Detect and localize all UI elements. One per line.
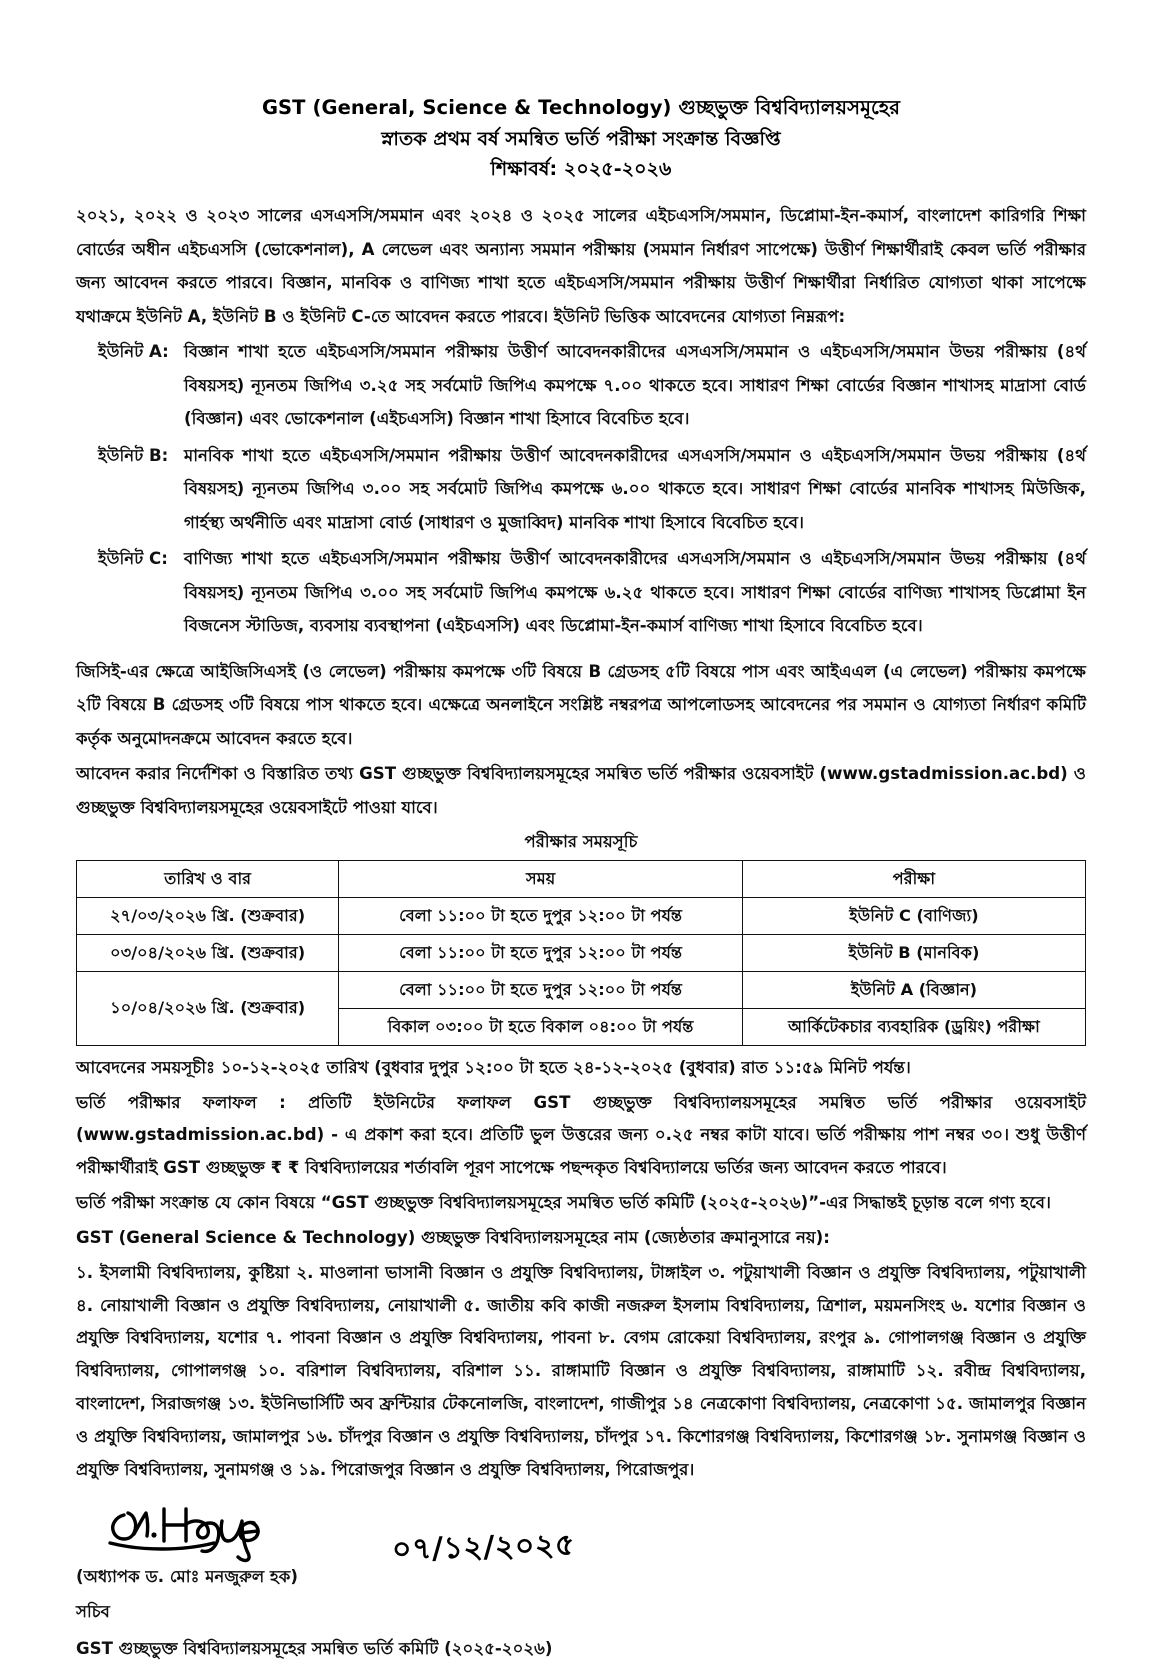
title-line-3: শিক্ষাবর্ষ: ২০২৫-২০২৬ xyxy=(490,158,672,181)
cell-exam: আর্কিটেকচার ব্যবহারিক (ড্রয়িং) পরীক্ষা xyxy=(742,1008,1085,1045)
cell-time: বেলা ১১:০০ টা হতে দুপুর ১২:০০ টা পর্যন্ত xyxy=(339,898,743,935)
header-exam: পরীক্ষা xyxy=(742,861,1085,898)
cell-date: ০৩/০৪/২০২৬ খ্রি. (শুক্রবার) xyxy=(77,935,339,972)
table-row xyxy=(77,898,1086,935)
final-decision-paragraph: ভর্তি পরীক্ষা সংক্রান্ত যে কোন বিষয়ে “GST গুচ্ছভুক্ত বিশ্ববিদ্যালয়সমূহের সমন্বিত ভর্তি কমিটি (২০২৫-২০২৬)”-এর সিদ্ধান্তই চূড়ান্ত বলে গণ্য হবে। xyxy=(76,1193,1051,1213)
document-body xyxy=(76,92,1086,1664)
university-list-heading: GST (General Science & Technology) গুচ্ছভুক্ত বিশ্ববিদ্যালয়সমূহের নাম (জ্যেষ্ঠতার ক্রমানুসারে নয়): xyxy=(76,1227,830,1247)
header-time: সময় xyxy=(339,861,743,898)
website-paragraph: আবেদন করার নির্দেশিকা ও বিস্তারিত তথ্য GST গুচ্ছভুক্ত বিশ্ববিদ্যালয়সমূহের সমন্বিত ভর্তি পরীক্ষার ওয়েবসাইট (www.gstadmission.ac.bd) ও গুচ্ছভুক্ত বিশ্ববিদ্যালয়সমূহের ওয়েবসাইটে পাওয়া যাবে। xyxy=(76,764,1086,817)
unit-b-row xyxy=(76,439,1086,540)
cell-exam: ইউনিট B (মানবিক) xyxy=(742,935,1085,972)
results-paragraph: ভর্তি পরীক্ষার ফলাফল : প্রতিটি ইউনিটের ফলাফল GST গুচ্ছভুক্ত বিশ্ববিদ্যালয়সমূহের সমন্বিত ভর্তি পরীক্ষার ওয়েবসাইট (www.gstadmission.ac.bd) - এ প্রকাশ করা হবে। প্রতিটি ভুল উত্তরের জন্য ০.২৫ নম্বর কাটা যাবে। ভর্তি পরীক্ষায় পাশ নম্বর ৩০। শুধু উত্তীর্ণ পরীক্ষার্থীরাই GST গুচ্ছভুক্ত ₹ ₹ বিশ্ববিদ্যালয়ের শর্তাবলি পূরণ সাপেক্ষে পছন্দকৃত বিশ্ববিদ্যালয়ে ভর্তির জন্য আবেদন করতে পারবে। xyxy=(76,1092,1086,1178)
title-line-2: স্নাতক প্রথম বর্ষ সমন্বিত ভর্তি পরীক্ষা সংক্রান্ত বিজ্ঞপ্তি xyxy=(381,127,781,150)
unit-c-label: ইউনিট C: xyxy=(98,549,168,569)
table-row xyxy=(77,935,1086,972)
unit-a-text: বিজ্ঞান শাখা হতে এইচএসসি/সমমান পরীক্ষায় উত্তীর্ণ আবেদনকারীদের এসএসসি/সমমান ও এইচএসসি/সমমান উভয় পরীক্ষায় (৪র্থ বিষয়সহ) ন্যূনতম জিপিএ ৩.২৫ সহ সর্বমোট জিপিএ কমপক্ষে ৭.০০ থাকতে হবে। সাধারণ শিক্ষা বোর্ডের বিজ্ঞান শাখাসহ মাদ্রাসা বোর্ড (বিজ্ঞান) এবং ভোকেশনাল (এইচএসসি) বিজ্ঞান শাখা হিসাবে বিবেচিত হবে। xyxy=(184,342,1086,429)
table-row xyxy=(77,971,1086,1008)
handwritten-signature xyxy=(102,1501,576,1568)
signature-block xyxy=(76,1501,1086,1664)
unit-a-row xyxy=(76,335,1086,436)
signatory-committee: GST গুচ্ছভুক্ত বিশ্ববিদ্যালয়সমূহের সমন্বিত ভর্তি কমিটি (২০২৫-২০২৬) xyxy=(76,1638,553,1658)
application-time-paragraph: আবেদনের সময়সূচীঃ ১০-১২-২০২৫ তারিখ (বুধবার দুপুর ১২:০০ টা হতে ২৪-১২-২০২৫ (বুধবার) রাত ১১:৫৯ মিনিট পর্যন্ত। xyxy=(76,1057,911,1077)
schedule-caption: পরীক্ষার সময়সূচি xyxy=(524,832,638,852)
gce-paragraph: জিসিই-এর ক্ষেত্রে আইজিসিএসই (ও লেভেল) পরীক্ষায় কমপক্ষে ৩টি বিষয়ে B গ্রেডসহ ৫টি বিষয়ে পাস এবং আইএএল (এ লেভেল) পরীক্ষায় কমপক্ষে ২টি বিষয়ে B গ্রেডসহ ৩টি বিষয়ে পাস থাকতে হবে। এক্ষেত্রে অনলাইনে সংশ্লিষ্ট নম্বরপত্র আপলোডসহ আবেদনের পর সমমান ও যোগ্যতা নির্ধারণ কমিটি কর্তৃক অনুমোদনক্রমে আবেদন করতে হবে। xyxy=(76,661,1086,748)
unit-b-label: ইউনিট B: xyxy=(98,445,169,465)
header-date: তারিখ ও বার xyxy=(77,861,339,898)
unit-c-text: বাণিজ্য শাখা হতে এইচএসসি/সমমান পরীক্ষায় উত্তীর্ণ আবেদনকারীদের এসএসসি/সমমান ও এইচএসসি/সমমান উভয় পরীক্ষায় (৪র্থ বিষয়সহ) ন্যূনতম জিপিএ ৩.০০ সহ সর্বমোট জিপিএ কমপক্ষে ৬.২৫ থাকতে হবে। সাধারণ শিক্ষা বোর্ডের বাণিজ্য শাখাসহ ডিপ্লোমা ইন বিজনেস স্টাডিজ, ব্যবসায় ব্যবস্থাপনা (এইচএসসি) এবং ডিপ্লোমা-ইন-কমার্স বাণিজ্য শাখা হিসাবে বিবেচিত হবে। xyxy=(184,549,1086,636)
cell-time: বিকাল ০৩:০০ টা হতে বিকাল ০৪:০০ টা পর্যন্ত xyxy=(339,1008,743,1045)
unit-b-text: মানবিক শাখা হতে এইচএসসি/সমমান পরীক্ষায় উত্তীর্ণ আবেদনকারীদের এসএসসি/সমমান ও এইচএসসি/সমমান উভয় পরীক্ষায় (৪র্থ বিষয়সহ) ন্যূনতম জিপিএ ৩.০০ সহ সর্বমোট জিপিএ কমপক্ষে ৬.০০ থাকতে হবে। সাধারণ শিক্ষা বোর্ডের মানবিক শাখাসহ মিউজিক, গার্হস্থ্য অর্থনীতি এবং মাদ্রাসা বোর্ড (সাধারণ ও মুজাব্বিদ) মানবিক শাখা হিসাবে বিবেচিত হবে। xyxy=(184,445,1086,532)
cell-date-merged: ১০/০৪/২০২৬ খ্রি. (শুক্রবার) xyxy=(77,971,339,1045)
cell-time: বেলা ১১:০০ টা হতে দুপুর ১২:০০ টা পর্যন্ত xyxy=(339,971,743,1008)
cell-time: বেলা ১১:০০ টা হতে দুপুর ১২:০০ টা পর্যন্ত xyxy=(339,935,743,972)
cell-date: ২৭/০৩/২০২৬ খ্রি. (শুক্রবার) xyxy=(77,898,339,935)
signatory-role: সচিব xyxy=(76,1601,110,1621)
unit-c-row xyxy=(76,542,1086,643)
document-title xyxy=(76,92,1086,185)
table-header-row xyxy=(77,861,1086,898)
cell-exam: ইউনিট C (বাণিজ্য) xyxy=(742,898,1085,935)
cell-exam: ইউনিট A (বিজ্ঞান) xyxy=(742,971,1085,1008)
unit-a-label: ইউনিট A: xyxy=(98,342,169,362)
university-list-paragraph: ১. ইসলামী বিশ্ববিদ্যালয়, কুষ্টিয়া ২. মাওলানা ভাসানী বিজ্ঞান ও প্রযুক্তি বিশ্ববিদ্যালয়, টাঙ্গাইল ৩. পটুয়াখালী বিজ্ঞান ও প্রযুক্তি বিশ্ববিদ্যালয়, পটুয়াখালী ৪. নোয়াখালী বিজ্ঞান ও প্রযুক্তি বিশ্ববিদ্যালয়, নোয়াখালী ৫. জাতীয় কবি কাজী নজরুল ইসলাম বিশ্ববিদ্যালয়, ত্রিশাল, ময়মনসিংহ ৬. যশোর বিজ্ঞান ও প্রযুক্তি বিশ্ববিদ্যালয়, যশোর ৭. পাবনা বিজ্ঞান ও প্রযুক্তি বিশ্ববিদ্যালয়, পাবনা ৮. বেগম রোকেয়া বিশ্ববিদ্যালয়, রংপুর ৯. গোপালগঞ্জ বিজ্ঞান ও প্রযুক্তি বিশ্ববিদ্যালয়, গোপালগঞ্জ ১০. বরিশাল বিশ্ববিদ্যালয়, বরিশাল ১১. রাঙ্গামাটি বিজ্ঞান ও প্রযুক্তি বিশ্ববিদ্যালয়, রাঙ্গামাটি ১২. রবীন্দ্র বিশ্ববিদ্যালয়, বাংলাদেশ, সিরাজগঞ্জ ১৩. ইউনিভার্সিটি অব ফ্রন্টিয়ার টেকনোলজি, বাংলাদেশ, গাজীপুর ১৪ নেত্রকোণা বিশ্ববিদ্যালয়, নেত্রকোণা ১৫. জামালপুর বিজ্ঞান ও প্রযুক্তি বিশ্ববিদ্যালয়, জামালপুর ১৬. চাঁদপুর বিজ্ঞান ও প্রযুক্তি বিশ্ববিদ্যালয়, চাঁদপুর ১৭. কিশোরগঞ্জ বিশ্ববিদ্যালয়, কিশোরগঞ্জ ১৮. সুনামগঞ্জ বিজ্ঞান ও প্রযুক্তি বিশ্ববিদ্যালয়, সুনামগঞ্জ ও ১৯. পিরোজপুর বিজ্ঞান ও প্রযুক্তি বিশ্ববিদ্যালয়, পিরোজপুর। xyxy=(76,1262,1086,1479)
intro-paragraph: ২০২১, ২০২২ ও ২০২৩ সালের এসএসসি/সমমান এবং ২০২৪ ও ২০২৫ সালের এইচএসসি/সমমান, ডিপ্লোমা-ইন-কমার্স, বাংলাদেশ কারিগরি শিক্ষা বোর্ডের অধীন এইচএসসি (ভোকেশনাল), A লেভেল এবং অন্যান্য সমমান পরীক্ষায় (সমমান নির্ধারণ সাপেক্ষে) উত্তীর্ণ শিক্ষার্থীরাই কেবল ভর্তি পরীক্ষার জন্য আবেদন করতে পারবে। বিজ্ঞান, মানবিক ও বাণিজ্য শাখা হতে এইচএসসি/সমমান পরীক্ষায় উত্তীর্ণ শিক্ষার্থীরা নির্ধারিত যোগ্যতা থাকা সাপেক্ষে যথাক্রমে ইউনিট A, ইউনিট B ও ইউনিট C-তে আবেদন করতে পারবে। ইউনিট ভিত্তিক আবেদনের যোগ্যতা নিম্নরূপ: xyxy=(76,206,1086,326)
schedule-table xyxy=(76,860,1086,1045)
signatory-name: (অধ্যাপক ড. মোঃ মনজুরুল হক) xyxy=(76,1566,298,1586)
title-line-1: GST (General, Science & Technology) গুচ্ছভুক্ত বিশ্ববিদ্যালয়সমূহের xyxy=(261,96,901,119)
spacer xyxy=(76,646,1086,655)
signature-date: ০৭/১২/২০২৫ xyxy=(391,1527,576,1568)
